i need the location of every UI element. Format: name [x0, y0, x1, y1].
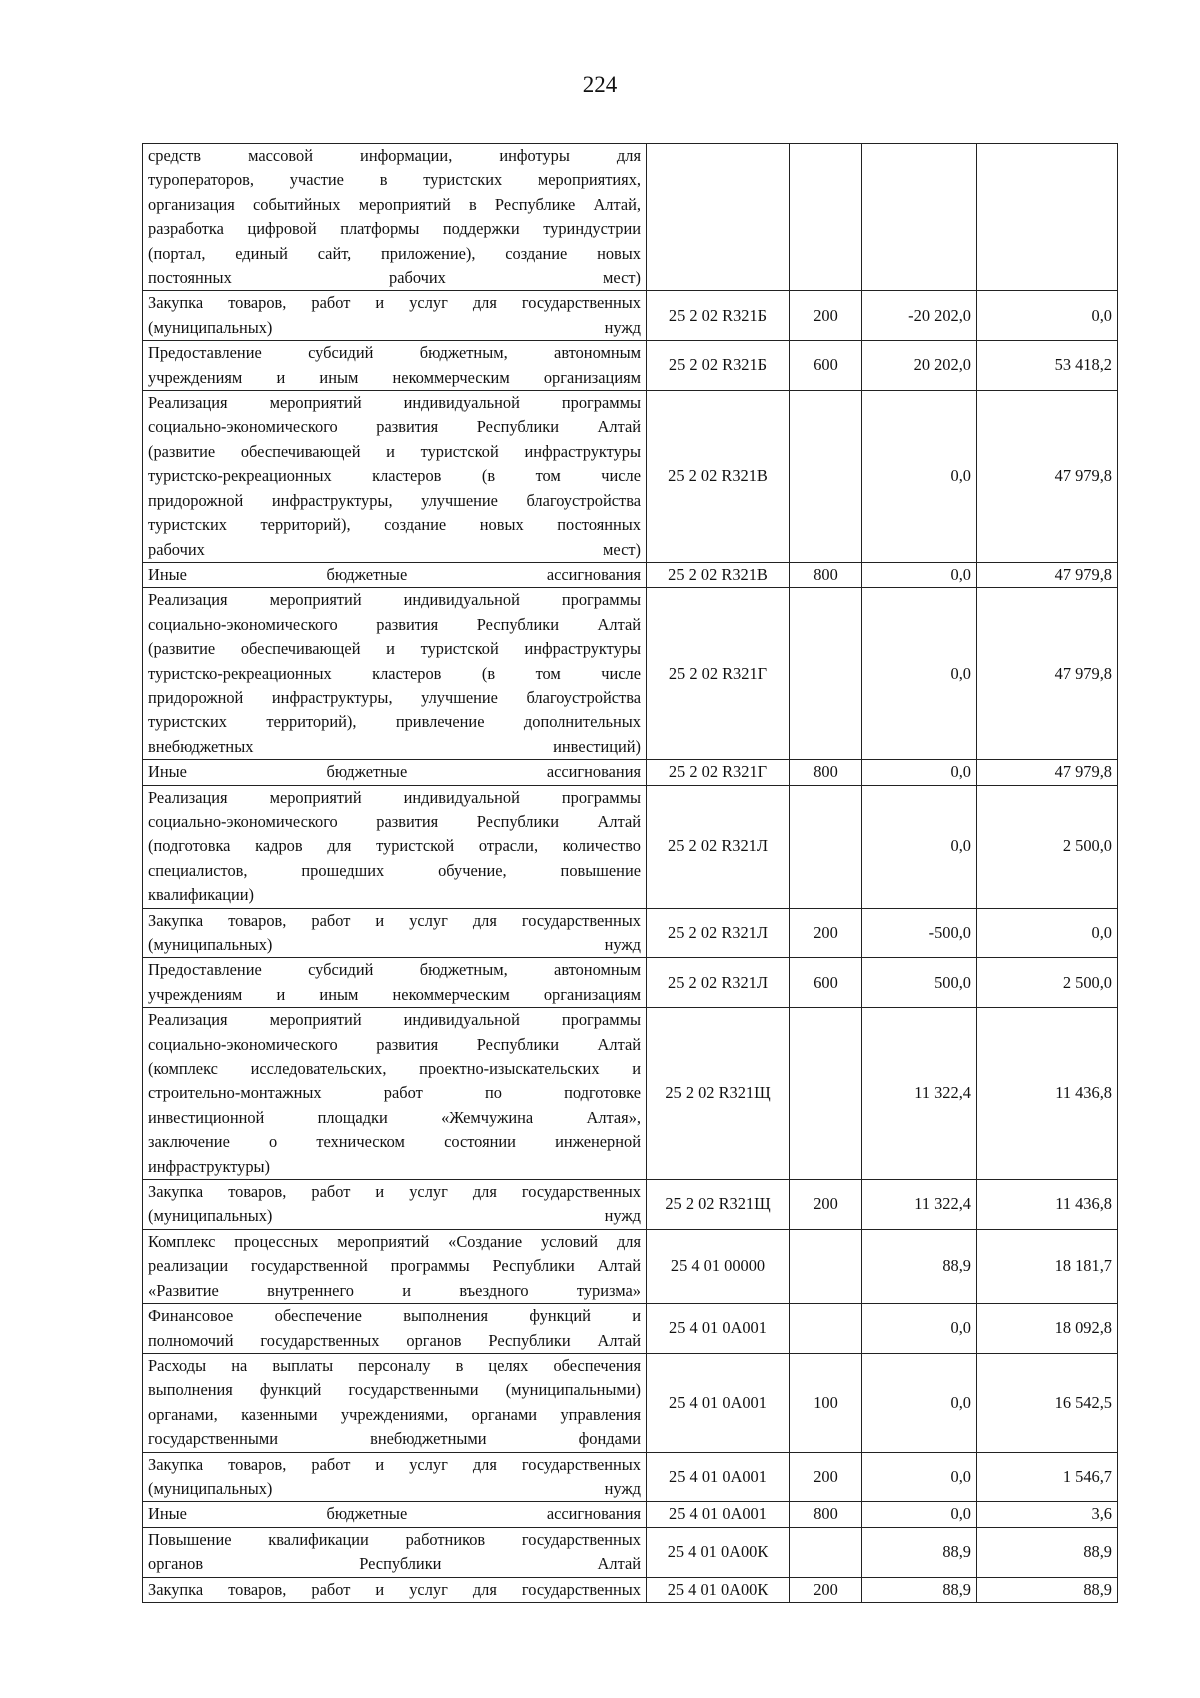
change-amount — [862, 144, 977, 291]
description-line: Повышение квалификации работников государственных — [148, 1529, 641, 1549]
description-line: организация событийных мероприятий в Республике Алтай, — [148, 194, 641, 214]
description-line: полномочий государственных органов Республики Алтай — [148, 1330, 641, 1350]
change-amount: 500,0 — [862, 958, 977, 1008]
row-description — [143, 760, 647, 785]
description-line: «Развитие внутреннего и въездного туризма» — [148, 1280, 641, 1300]
row-description — [143, 1502, 647, 1527]
change-amount: -20 202,0 — [862, 291, 977, 341]
description-line: Иные бюджетные ассигнования — [148, 564, 641, 584]
row-description — [143, 1452, 647, 1502]
description-line: Реализация мероприятий индивидуальной программы — [148, 590, 641, 610]
budget-table — [142, 143, 1118, 1603]
budget-code: 25 4 01 0А001 — [647, 1502, 790, 1527]
expense-type — [790, 144, 862, 291]
description-line: (муниципальных) нужд — [148, 935, 641, 954]
total-amount: 47 979,8 — [977, 760, 1118, 785]
table-row — [143, 1353, 1118, 1452]
description-line: туроператоров, участие в туристских мероприятиях, — [148, 170, 641, 190]
table-row — [143, 1180, 1118, 1230]
description-line: государственными внебюджетными фондами — [148, 1429, 641, 1449]
row-description — [143, 1180, 647, 1230]
description-line: (муниципальных) нужд — [148, 317, 641, 337]
row-description — [143, 785, 647, 908]
description-line: рабочих мест) — [148, 539, 641, 559]
page-number: 224 — [582, 72, 618, 97]
expense-type — [790, 588, 862, 760]
description-line: (комплекс исследовательских, проектно-изыскательских и — [148, 1059, 641, 1079]
total-amount: 18 092,8 — [977, 1304, 1118, 1354]
description-line: (развитие обеспечивающей и туристской инфраструктуры — [148, 441, 641, 461]
total-amount — [977, 144, 1118, 291]
budget-code: 25 4 01 0А001 — [647, 1452, 790, 1502]
table-row — [143, 391, 1118, 563]
expense-type — [790, 1527, 862, 1577]
table-row — [143, 1452, 1118, 1502]
description-line: туристско-рекреационных кластеров (в том числе — [148, 663, 641, 683]
description-line: Реализация мероприятий индивидуальной программы — [148, 393, 641, 413]
description-line: органами, казенными учреждениями, органами управления — [148, 1404, 641, 1424]
total-amount: 47 979,8 — [977, 562, 1118, 587]
table-row — [143, 908, 1118, 958]
row-description — [143, 291, 647, 341]
total-amount: 0,0 — [977, 908, 1118, 958]
budget-table-body — [143, 144, 1118, 1603]
total-amount: 0,0 — [977, 291, 1118, 341]
description-line: инвестиционной площадки «Жемчужина Алтая», — [148, 1107, 641, 1127]
description-line: социально-экономического развития Республики Алтай — [148, 811, 641, 831]
description-line: постоянных рабочих мест) — [148, 268, 641, 288]
row-description — [143, 1304, 647, 1354]
budget-code: 25 2 02 R321Г — [647, 588, 790, 760]
total-amount: 1 546,7 — [977, 1452, 1118, 1502]
row-description — [143, 1229, 647, 1303]
change-amount: 0,0 — [862, 391, 977, 563]
description-line: реализации государственной программы Республики Алтай — [148, 1256, 641, 1276]
budget-code: 25 4 01 0А00К — [647, 1527, 790, 1577]
description-line: учреждениям и иным некоммерческим организациям — [148, 984, 641, 1004]
table-row — [143, 291, 1118, 341]
change-amount: 88,9 — [862, 1229, 977, 1303]
change-amount: 0,0 — [862, 1502, 977, 1527]
expense-type: 200 — [790, 1452, 862, 1502]
description-line: учреждениям и иным некоммерческим организациям — [148, 367, 641, 387]
description-line: (подготовка кадров для туристской отрасли, количество — [148, 836, 641, 856]
row-description — [143, 144, 647, 291]
description-line: специалистов, прошедших обучение, повышение — [148, 860, 641, 880]
budget-code: 25 4 01 0А00К — [647, 1577, 790, 1602]
change-amount: -500,0 — [862, 908, 977, 958]
table-row — [143, 1502, 1118, 1527]
change-amount: 0,0 — [862, 1452, 977, 1502]
table-row — [143, 1577, 1118, 1602]
change-amount: 20 202,0 — [862, 341, 977, 391]
budget-code: 25 4 01 0А001 — [647, 1353, 790, 1452]
budget-code: 25 4 01 00000 — [647, 1229, 790, 1303]
table-row — [143, 144, 1118, 291]
description-line: заключение о техническом состоянии инженерной — [148, 1132, 641, 1152]
change-amount: 0,0 — [862, 785, 977, 908]
description-line: квалификации) — [148, 885, 255, 905]
description-line: внебюджетных инвестиций) — [148, 736, 641, 756]
table-row — [143, 341, 1118, 391]
description-line: Иные бюджетные ассигнования — [148, 1504, 641, 1524]
budget-code: 25 2 02 R321Г — [647, 760, 790, 785]
budget-code: 25 2 02 R321Щ — [647, 1180, 790, 1230]
expense-type: 600 — [790, 958, 862, 1008]
description-line: социально-экономического развития Республики Алтай — [148, 1034, 641, 1054]
expense-type — [790, 785, 862, 908]
description-line: Предоставление субсидий бюджетным, автономным — [148, 343, 641, 363]
expense-type — [790, 391, 862, 563]
description-line: Закупка товаров, работ и услуг для государственных — [148, 910, 641, 930]
row-description — [143, 958, 647, 1008]
total-amount: 53 418,2 — [977, 341, 1118, 391]
description-line: Финансовое обеспечение выполнения функций и — [148, 1306, 641, 1326]
description-line: социально-экономического развития Республики Алтай — [148, 417, 641, 437]
expense-type: 200 — [790, 1577, 862, 1602]
table-row — [143, 1527, 1118, 1577]
change-amount: 88,9 — [862, 1577, 977, 1602]
description-line: (муниципальных) нужд — [148, 1206, 641, 1226]
description-line: строительно-монтажных работ по подготовке — [148, 1083, 641, 1103]
description-line: (развитие обеспечивающей и туристской инфраструктуры — [148, 639, 641, 659]
description-line: туристских территорий), создание новых постоянных — [148, 515, 641, 535]
budget-code: 25 2 02 R321Л — [647, 958, 790, 1008]
description-line: Закупка товаров, работ и услуг для государственных — [148, 293, 641, 313]
table-row — [143, 785, 1118, 908]
expense-type: 800 — [790, 562, 862, 587]
description-line: органов Республики Алтай — [148, 1554, 641, 1574]
description-line: инфраструктуры) — [148, 1156, 271, 1176]
total-amount: 47 979,8 — [977, 588, 1118, 760]
budget-code: 25 2 02 R321В — [647, 391, 790, 563]
total-amount: 11 436,8 — [977, 1180, 1118, 1230]
total-amount: 47 979,8 — [977, 391, 1118, 563]
expense-type: 200 — [790, 1180, 862, 1230]
description-line: Закупка товаров, работ и услуг для государственных — [148, 1454, 641, 1474]
budget-code: 25 2 02 R321В — [647, 562, 790, 587]
total-amount: 2 500,0 — [977, 785, 1118, 908]
description-line: Расходы на выплаты персоналу в целях обеспечения — [148, 1355, 641, 1375]
table-row — [143, 562, 1118, 587]
table-row — [143, 958, 1118, 1008]
total-amount: 16 542,5 — [977, 1353, 1118, 1452]
description-line: туристско-рекреационных кластеров (в том числе — [148, 466, 641, 486]
table-row — [143, 1304, 1118, 1354]
row-description — [143, 562, 647, 587]
description-line: (муниципальных) нужд — [148, 1478, 641, 1498]
change-amount: 0,0 — [862, 562, 977, 587]
row-description — [143, 1577, 647, 1602]
table-row — [143, 760, 1118, 785]
row-description — [143, 391, 647, 563]
total-amount: 88,9 — [977, 1577, 1118, 1602]
description-line: Закупка товаров, работ и услуг для государственных — [148, 1182, 641, 1202]
budget-code: 25 2 02 R321Б — [647, 341, 790, 391]
row-description — [143, 588, 647, 760]
table-row — [143, 1008, 1118, 1180]
change-amount: 11 322,4 — [862, 1180, 977, 1230]
change-amount: 88,9 — [862, 1527, 977, 1577]
description-line: Закупка товаров, работ и услуг для государственных — [148, 1579, 641, 1599]
budget-code — [647, 144, 790, 291]
total-amount: 3,6 — [977, 1502, 1118, 1527]
description-line: разработка цифровой платформы поддержки туриндустрии — [148, 219, 641, 239]
budget-code: 25 2 02 R321Б — [647, 291, 790, 341]
expense-type: 200 — [790, 291, 862, 341]
description-line: выполнения функций государственными (муниципальными) — [148, 1380, 641, 1400]
description-line: придорожной инфраструктуры, улучшение благоустройства — [148, 687, 641, 707]
expense-type: 200 — [790, 908, 862, 958]
expense-type — [790, 1008, 862, 1180]
total-amount: 2 500,0 — [977, 958, 1118, 1008]
description-line: Предоставление субсидий бюджетным, автономным — [148, 960, 641, 980]
budget-code: 25 2 02 R321Л — [647, 908, 790, 958]
change-amount: 11 322,4 — [862, 1008, 977, 1180]
description-line: Реализация мероприятий индивидуальной программы — [148, 1010, 641, 1030]
description-line: социально-экономического развития Республики Алтай — [148, 614, 641, 634]
expense-type: 600 — [790, 341, 862, 391]
description-line: Иные бюджетные ассигнования — [148, 762, 641, 782]
budget-code: 25 2 02 R321Щ — [647, 1008, 790, 1180]
expense-type — [790, 1229, 862, 1303]
total-amount: 18 181,7 — [977, 1229, 1118, 1303]
table-row — [143, 588, 1118, 760]
row-description — [143, 1353, 647, 1452]
row-description — [143, 1008, 647, 1180]
change-amount: 0,0 — [862, 760, 977, 785]
budget-code: 25 4 01 0А001 — [647, 1304, 790, 1354]
description-line: туристских территорий), привлечение дополнительных — [148, 712, 641, 732]
budget-code: 25 2 02 R321Л — [647, 785, 790, 908]
description-line: придорожной инфраструктуры, улучшение благоустройства — [148, 490, 641, 510]
expense-type: 800 — [790, 1502, 862, 1527]
row-description — [143, 908, 647, 958]
total-amount: 11 436,8 — [977, 1008, 1118, 1180]
row-description — [143, 1527, 647, 1577]
table-row — [143, 1229, 1118, 1303]
description-line: Комплекс процессных мероприятий «Создание условий для — [148, 1231, 641, 1251]
description-line: (портал, единый сайт, приложение), создание новых — [148, 243, 641, 263]
change-amount: 0,0 — [862, 1353, 977, 1452]
change-amount: 0,0 — [862, 1304, 977, 1354]
expense-type: 800 — [790, 760, 862, 785]
description-line: Реализация мероприятий индивидуальной программы — [148, 787, 641, 807]
description-line: средств массовой информации, инфотуры для — [148, 146, 641, 165]
expense-type: 100 — [790, 1353, 862, 1452]
row-description — [143, 341, 647, 391]
change-amount: 0,0 — [862, 588, 977, 760]
expense-type — [790, 1304, 862, 1354]
total-amount: 88,9 — [977, 1527, 1118, 1577]
